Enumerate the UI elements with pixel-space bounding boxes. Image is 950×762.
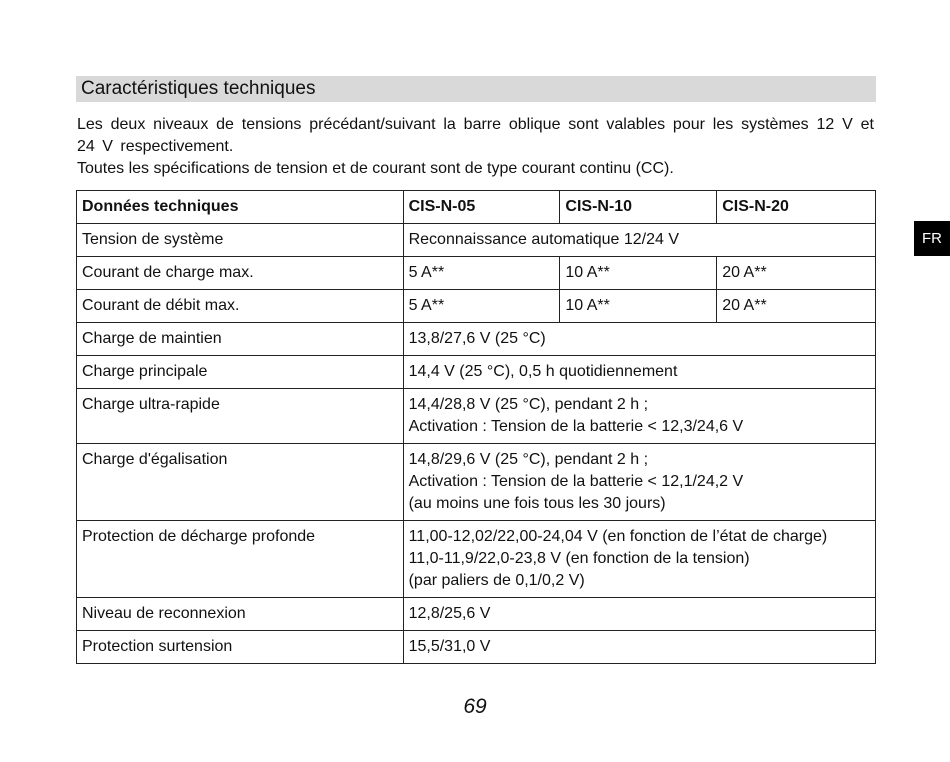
value-line: 11,0-11,9/22,0-23,8 V (en fonction de la tension) [408, 550, 750, 567]
row-label: Courant de débit max. [77, 290, 404, 323]
value-line: Activation : Tension de la batterie < 12,3/24,6 V [408, 418, 744, 435]
table-row [77, 598, 876, 631]
row-label: Protection surtension [77, 631, 404, 664]
row-value [403, 356, 875, 389]
header-cell-cis-n-20: CIS-N-20 [717, 191, 876, 224]
row-value: 20 A** [717, 257, 876, 290]
value-line: 11,00-12,02/22,00-24,04 V (en fonction de l’état de charge) [408, 528, 828, 545]
table-row [77, 257, 876, 290]
header-cell-cis-n-10: CIS-N-10 [560, 191, 717, 224]
row-label: Charge d'égalisation [77, 444, 404, 521]
row-value: 5 A** [403, 290, 560, 323]
row-value: 10 A** [560, 257, 717, 290]
value-line: (par paliers de 0,1/0,2 V) [408, 572, 585, 589]
intro-text [77, 114, 874, 180]
section-heading: Caractéristiques techniques [76, 76, 876, 102]
table-row [77, 521, 876, 598]
table-row [77, 356, 876, 389]
header-cell-cis-n-05: CIS-N-05 [403, 191, 560, 224]
row-label: Niveau de reconnexion [77, 598, 404, 631]
intro-paragraph-1: Les deux niveaux de tensions précédant/suivant la barre oblique sont valables pour les systèmes 12 V et 24 V respectivement. [77, 116, 874, 155]
table-row [77, 290, 876, 323]
table-row [77, 631, 876, 664]
row-value [403, 631, 875, 664]
row-value [403, 224, 875, 257]
language-tab: FR [914, 221, 950, 256]
value-line: 13,8/27,6 V (25 °C) [408, 330, 546, 347]
row-label: Courant de charge max. [77, 257, 404, 290]
table-row [77, 323, 876, 356]
row-label: Tension de système [77, 224, 404, 257]
row-label: Charge ultra-rapide [77, 389, 404, 444]
value-line: Reconnaissance automatique 12/24 V [408, 231, 679, 248]
row-label: Protection de décharge profonde [77, 521, 404, 598]
table-row [77, 444, 876, 521]
page-number: 69 [463, 695, 487, 718]
row-value [403, 521, 875, 598]
row-value [403, 444, 875, 521]
row-value: 5 A** [403, 257, 560, 290]
value-line: 14,4/28,8 V (25 °C), pendant 2 h ; [408, 396, 649, 413]
value-line: (au moins une fois tous les 30 jours) [408, 495, 666, 512]
value-line: 12,8/25,6 V [408, 605, 491, 622]
table-header-row [77, 191, 876, 224]
intro-paragraph-2: Toutes les spécifications de tension et de courant sont de type courant continu (CC). [77, 160, 674, 177]
value-line: 14,4 V (25 °C), 0,5 h quotidiennement [408, 363, 678, 380]
technical-data-table [76, 190, 876, 664]
row-value: 10 A** [560, 290, 717, 323]
row-label: Charge principale [77, 356, 404, 389]
row-value [403, 323, 875, 356]
row-label: Charge de maintien [77, 323, 404, 356]
row-value [403, 598, 875, 631]
table-row [77, 389, 876, 444]
value-line: 15,5/31,0 V [408, 638, 491, 655]
row-value: 20 A** [717, 290, 876, 323]
value-line: Activation : Tension de la batterie < 12,1/24,2 V [408, 473, 744, 490]
row-value [403, 389, 875, 444]
table-row [77, 224, 876, 257]
header-cell-technical-data: Données techniques [77, 191, 404, 224]
value-line: 14,8/29,6 V (25 °C), pendant 2 h ; [408, 451, 649, 468]
